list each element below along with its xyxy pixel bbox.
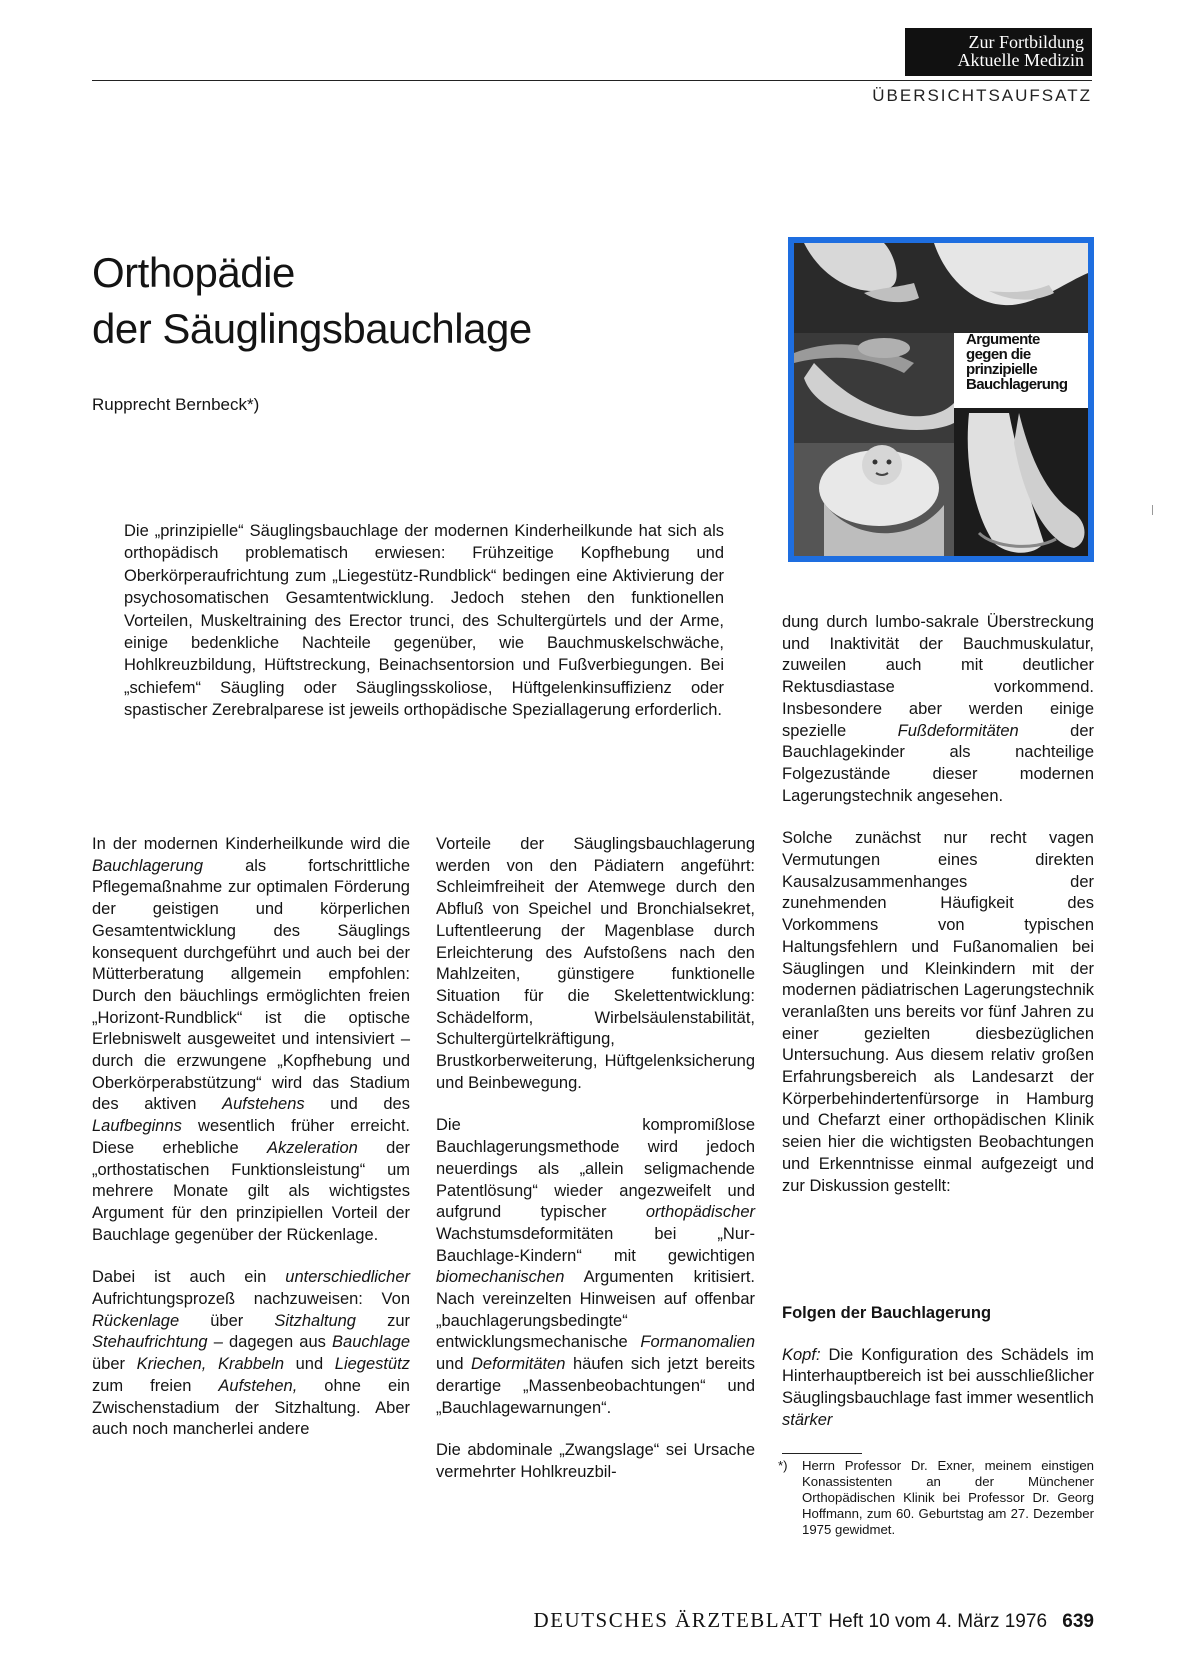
column-2-paragraph-3: Die abdominale „Zwangslage“ sei Ursache vermehrter Hohlkreuzbil- xyxy=(436,1441,755,1481)
header-rule xyxy=(92,80,1092,81)
column-3-paragraph-3: Kopf: Die Konfiguration des Schädels im Hinterhauptbereich ist bei ausschließlicher Säuglingsbauchlage fast immer wesentlich stärker xyxy=(782,1345,1094,1429)
article-figure xyxy=(788,237,1094,562)
margin-mark xyxy=(1152,505,1153,515)
title-line-2: der Säuglingsbauchlage xyxy=(92,305,532,352)
author-name: Rupprecht Bernbeck*) xyxy=(92,395,260,414)
footnote-marker: *) xyxy=(778,1458,788,1473)
column-2-paragraph-2: Die kompromißlose Bauchlagerungsmethode wird jedoch neuerdings als „allein seligmachende Patentlösung“ wieder angezweifelt und aufgrund typischer orthopädischer Wachstumsdeformitäten bei „Nur-Bauchlage-Kindern“ mit gewichtigen biomechanischen Argumenten kritisiert. Nach vereinzelten Hinweisen auf offenbar „bauchlagerungsbedingte“ entwicklungsmechanische Formanomalien und Deformitäten häufen sich jetzt bereits derartige „Massenbeobachtungen“ und „Bauchlagewarnungen“. xyxy=(436,1116,755,1417)
column-1-paragraph-2: Dabei ist auch ein unterschiedlicher Aufrichtungsprozeß nachzuweisen: Von Rückenlage über Sitzhaltung zur Stehaufrichtung – dagegen aus Bauchlage über Kriechen, Krabbeln und Liegestütz zum freien Aufstehen, ohne ein Zwischenstadium der Sitzhaltung. Aber auch noch mancherlei andere xyxy=(92,1268,410,1439)
body-column-1 xyxy=(92,834,410,1462)
column-3-paragraph-1: dung durch lumbo-sakrale Überstreckung und Inaktivität der Bauchmuskulatur, zuweilen auch mit deutlicher Rektusdiastase vorkommend. Insbesondere aber werden einige spezielle Fußdeformitäten der Bauchlagekinder als nachteilige Folgezustände dieser modernen Lagerungstechnik angesehen. xyxy=(782,613,1094,805)
column-3-paragraph-2: Solche zunächst nur recht vagen Vermutungen eines direkten Kausalzusammenhanges der zunehmenden Häufigkeit des Vorkommens von typischen Haltungsfehlern und Fußanomalien bei Säuglingen und Kleinkindern mit der modernen pädiatrischen Lagerungstechnik veranlaßten uns bereits vor fünf Jahren zu einer gezielten diesbezüglichen Untersuchung. Aus diesem relativ großen Erfahrungsbereich als Landesarzt der Körperbehindertenfürsorge in Hamburg und Chefarzt einer orthopädischen Klinik seien hier die wichtigsten Beobachtungen und Erkenntnisse einmal aufgezeigt und zur Diskussion gestellt: xyxy=(782,829,1094,1195)
figure-caption-line-3: prinzipielle xyxy=(966,361,1038,378)
section-badge xyxy=(905,28,1092,76)
page-number: 639 xyxy=(1062,1611,1094,1632)
journal-name: DEUTSCHES ÄRZTEBLATT xyxy=(533,1608,824,1632)
column-2-paragraph-1: Vorteile der Säuglingsbauchlagerung werden von den Pädiatern angeführt: Schleimfreiheit der Atemwege durch den Abfluß von Speichel und Bronchialsekret, Luftentleerung der Magenblase durch Erleichterung des Aufstoßens nach den Mahlzeiten, günstigere funktionelle Situation für die Skelettentwicklung: Schädelform, Wirbelsäulenstabilität, Schultergürtelkräftigung, Brustkorberweiterung, Hüftgelenksicherung und Beinbewegung. xyxy=(436,835,755,1092)
badge-line-1: Zur Fortbildung xyxy=(968,32,1084,52)
figure-caption-line-1: Argumente xyxy=(966,331,1040,348)
issue-info: Heft 10 vom 4. März 1976 xyxy=(828,1611,1048,1632)
figure-caption-line-4: Bauchlagerung xyxy=(966,376,1068,393)
section-heading: Folgen der Bauchlagerung xyxy=(782,1304,992,1322)
figure-caption-line-2: gegen die xyxy=(966,346,1031,363)
body-column-2 xyxy=(436,834,755,1505)
body-column-3-top xyxy=(782,612,1094,1218)
figure-photo xyxy=(794,243,1088,556)
badge-line-2: Aktuelle Medizin xyxy=(957,50,1084,70)
footnote-rule xyxy=(782,1453,862,1454)
column-1-paragraph-1: In der modernen Kinderheilkunde wird die Bauchlagerung als fortschrittliche Pflegemaßnahme zur optimalen Förderung der geistigen und körperlichen Gesamtentwicklung des Säuglings konsequent durchgeführt und auch bei der Mütterberatung allgemein empfohlen: Durch den bäuchlings ermöglichten freien „Horizont-Rundblick“ ist die optische Erlebniswelt ausgeweitet und intensiviert – durch die erzwungene „Kopfhebung und Oberkörperabstützung“ wird das Stadium des aktiven Aufstehens und des Laufbeginns wesentlich früher erreicht. Diese erhebliche Akzeleration der „orthostatischen Funktionsleistung“ um mehrere Monate gilt als wichtigstes Argument für den prinzipiellen Vorteil der Bauchlage gegenüber der Rückenlage. xyxy=(92,835,410,1244)
article-title xyxy=(92,245,732,357)
footnote xyxy=(778,1458,1094,1538)
page-footer xyxy=(534,1608,1094,1633)
abstract: Die „prinzipielle“ Säuglingsbauchlage der modernen Kinderheilkunde hat sich als orthopädisch problematisch erwiesen: Frühzeitige Kopfhebung und Oberkörperaufrichtung zum „Liegestütz-Rundblick“ bedingen eine Aktivierung der psychosomatischen Gesamtentwicklung. Jedoch stehen den funktionellen Vorteilen, Muskeltraining des Erector trunci, des Schultergürtels und der Arme, einige bedenkliche Nachteile gegenüber, wie Bauchmuskelschwäche, Hohlkreuzbildung, Hüftstreckung, Beinachsentorsion und Fußverbiegungen. Bei „schiefem“ Säugling oder Säuglingsskoliose, Hüftgelenkinsuffizienz oder spastischer Zerebralparese ist jeweils orthopädische Speziallagerung erforderlich. xyxy=(124,522,724,720)
title-line-1: Orthopädie xyxy=(92,249,295,296)
footnote-text: Herrn Professor Dr. Exner, meinem einstigen Konassistenten an der Münchener Orthopädischen Klinik bei Professor Dr. Georg Hoffmann, zum 60. Geburtstag am 27. Dezember 1975 gewidmet. xyxy=(802,1458,1094,1537)
body-column-3-bottom xyxy=(782,1303,1094,1454)
figure-caption xyxy=(966,332,1076,392)
section-label: ÜBERSICHTSAUFSATZ xyxy=(872,86,1092,105)
